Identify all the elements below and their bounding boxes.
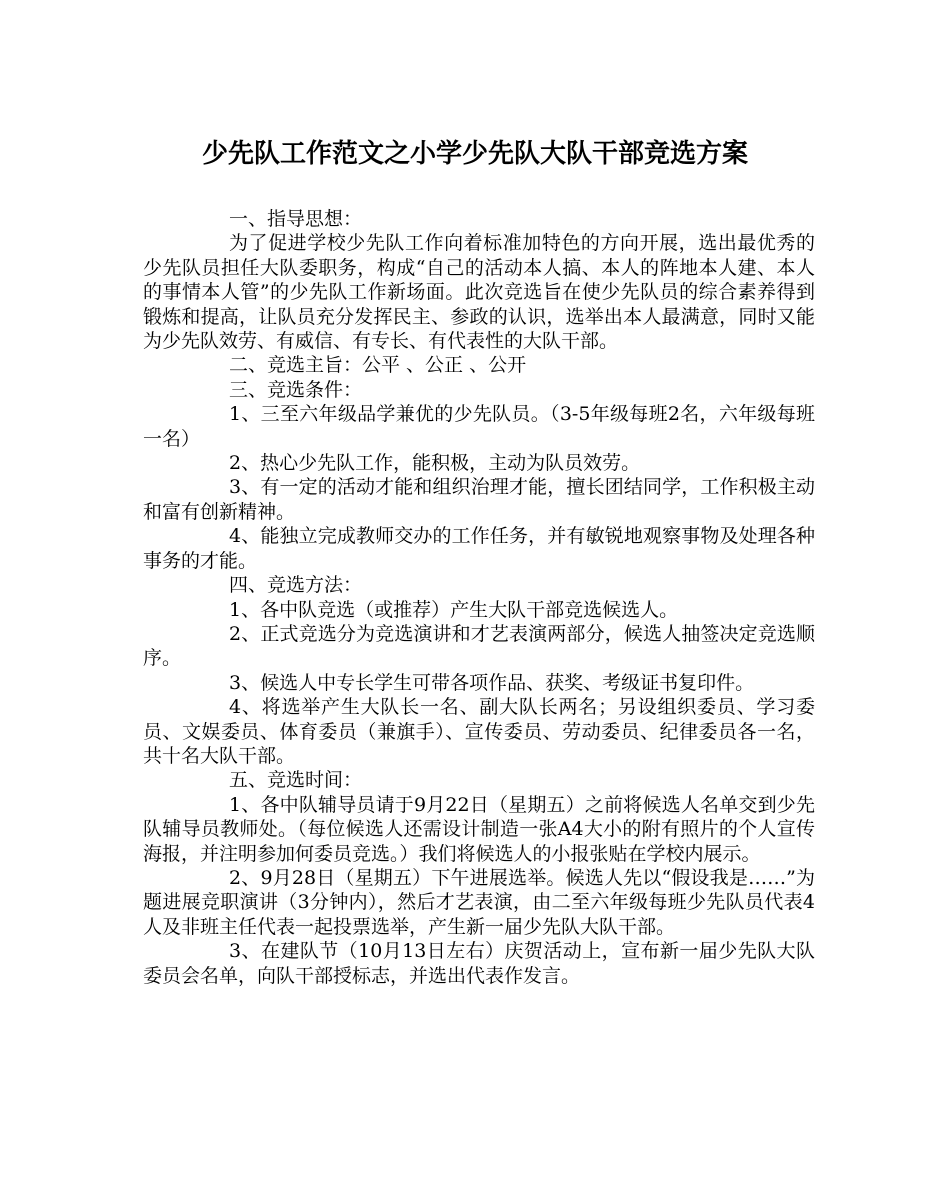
time-item-1: 1、各中队辅导员请于9月22日（星期五）之前将候选人名单交到少先队辅导员教师处。（每位候选人还需设计制造一张A4大小的附有照片的个人宣传海报，并注明参加何委员竞选。）我们将候选人的小报张贴在学校内展示。: [143, 793, 815, 865]
method-item-1: 1、各中队竞选（或推荐）产生大队干部竞选候选人。: [229, 598, 679, 621]
method-item-2: 2、正式竞选分为竞选演讲和才艺表演两部分，候选人抽签决定竞选顺序。: [143, 622, 815, 670]
condition-item-2: 2、热心少先队工作，能积极，主动为队员效劳。: [229, 452, 641, 475]
condition-item-4: 4、能独立完成教师交办的工作任务，并有敏锐地观察事物及处理各种事务的才能。: [143, 525, 815, 572]
method-item-4: 4、将选举产生大队长一名、副大队长两名；另设组织委员、学习委员、文娱委员、体育委员（兼旗手）、宣传委员、劳动委员、纪律委员各一名，共十名大队干部。: [143, 696, 815, 767]
time-item-3: 3、在建队节（10月13日左右）庆贺活动上，宣布新一届少先队大队委员会名单，向队干部授标志，并选出代表作发言。: [143, 940, 815, 987]
condition-item-1: 1、三至六年级品学兼优的少先队员。（3-5年级每班2名，六年级每班一名）: [143, 403, 815, 450]
document-title: 少先队工作范文之小学少先队大队干部竞选方案: [201, 139, 748, 169]
paragraph-purpose: 为了促进学校少先队工作向着标准加特色的方向开展，选出最优秀的少先队员担任大队委职务，构成“自己的活动本人搞、本人的阵地本人建、本人的事情本人管”的少先队工作新场面。此次竞选旨在使少先队员的综合素养得到锻炼和提高，让队员充分发挥民主、参政的认识，选举出本人最满意，同时又能为少先队效劳、有威信、有专长、有代表性的大队干部。: [143, 232, 815, 353]
condition-item-3: 3、有一定的活动才能和组织治理才能，擅长团结同学，工作积极主动和富有创新精神。: [143, 476, 815, 523]
section-heading-election-conditions: 三、竞选条件：: [229, 378, 363, 401]
section-heading-guiding-ideology: 一、指导思想：: [229, 208, 363, 230]
document-body: [143, 207, 815, 988]
section-heading-election-principle: 二、竞选主旨：公平 、公正 、公开: [229, 354, 527, 377]
section-heading-election-method: 四、竞选方法：: [229, 574, 363, 597]
method-item-3: 3、候选人中专长学生可带各项作品、获奖、考级证书复印件。: [229, 671, 755, 694]
section-heading-election-time: 五、竞选时间：: [229, 769, 363, 792]
time-item-2: 2、9月28日（星期五）下午进展选举。候选人先以“假设我是……”为题进展竞职演讲（3分钟内），然后才艺表演，由二至六年级每班少先队员代表4人及非班主任代表一起投票选举，产生新一届少先队大队干部。: [143, 866, 815, 938]
